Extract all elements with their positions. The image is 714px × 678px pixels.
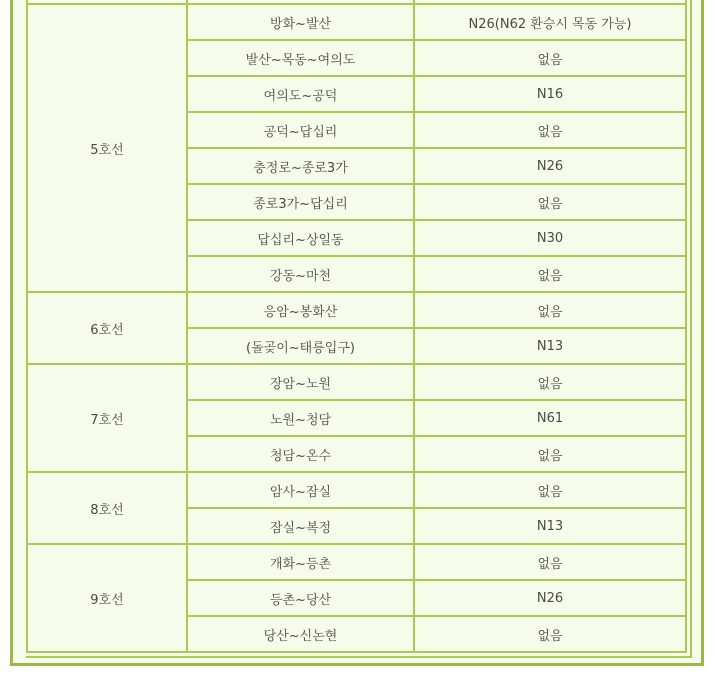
bus-cell: N13 [414, 328, 686, 364]
bus-cell: N26 [414, 580, 686, 616]
table-row [27, 4, 686, 40]
bus-cell: 없음 [414, 436, 686, 472]
line-cell: 9호선 [27, 544, 187, 652]
section-cell: 잠실~복정 [187, 508, 414, 544]
line-cell: 6호선 [27, 292, 187, 364]
bus-cell: 없음 [414, 256, 686, 292]
bus-cell: N26(N62 환승시 목동 가능) [414, 4, 686, 40]
section-cell: 강동~마천 [187, 256, 414, 292]
section-cell: 등촌~당산 [187, 580, 414, 616]
table-row [27, 472, 686, 508]
section-cell: 당산~신논현 [187, 616, 414, 652]
section-cell: 종로3가~답십리 [187, 184, 414, 220]
section-cell: 답십리~상일동 [187, 220, 414, 256]
section-cell: 응암~봉화산 [187, 292, 414, 328]
section-cell: 충정로~종로3가 [187, 148, 414, 184]
line-cell: 8호선 [27, 472, 187, 544]
bus-cell: 없음 [414, 40, 686, 76]
section-cell: 개화~등촌 [187, 544, 414, 580]
section-cell: 방화~발산 [187, 4, 414, 40]
bus-cell: N26 [414, 148, 686, 184]
content-panel [10, 0, 704, 666]
section-cell: 발산~목동~여의도 [187, 40, 414, 76]
bus-cell: N16 [414, 76, 686, 112]
bus-cell: N61 [414, 400, 686, 436]
section-cell: 암사~잠실 [187, 472, 414, 508]
table-outer-border [26, 0, 692, 658]
bus-cell: N30 [414, 220, 686, 256]
section-cell: 청담~온수 [187, 436, 414, 472]
section-cell: 여의도~공덕 [187, 76, 414, 112]
section-cell: 장암~노원 [187, 364, 414, 400]
bus-cell: 없음 [414, 112, 686, 148]
section-cell: 공덕~답십리 [187, 112, 414, 148]
night-bus-table [26, 0, 687, 653]
line-cell: 5호선 [27, 4, 187, 292]
bus-cell: 없음 [414, 364, 686, 400]
bus-cell: 없음 [414, 544, 686, 580]
bus-cell: 없음 [414, 292, 686, 328]
table-row [27, 292, 686, 328]
bus-cell: N13 [414, 508, 686, 544]
section-cell: 노원~청담 [187, 400, 414, 436]
bus-cell: 없음 [414, 184, 686, 220]
line-cell: 7호선 [27, 364, 187, 472]
bus-cell: 없음 [414, 472, 686, 508]
section-cell: (돌곶이~태릉입구) [187, 328, 414, 364]
table-row [27, 544, 686, 580]
bus-cell: 없음 [414, 616, 686, 652]
table-row [27, 364, 686, 400]
